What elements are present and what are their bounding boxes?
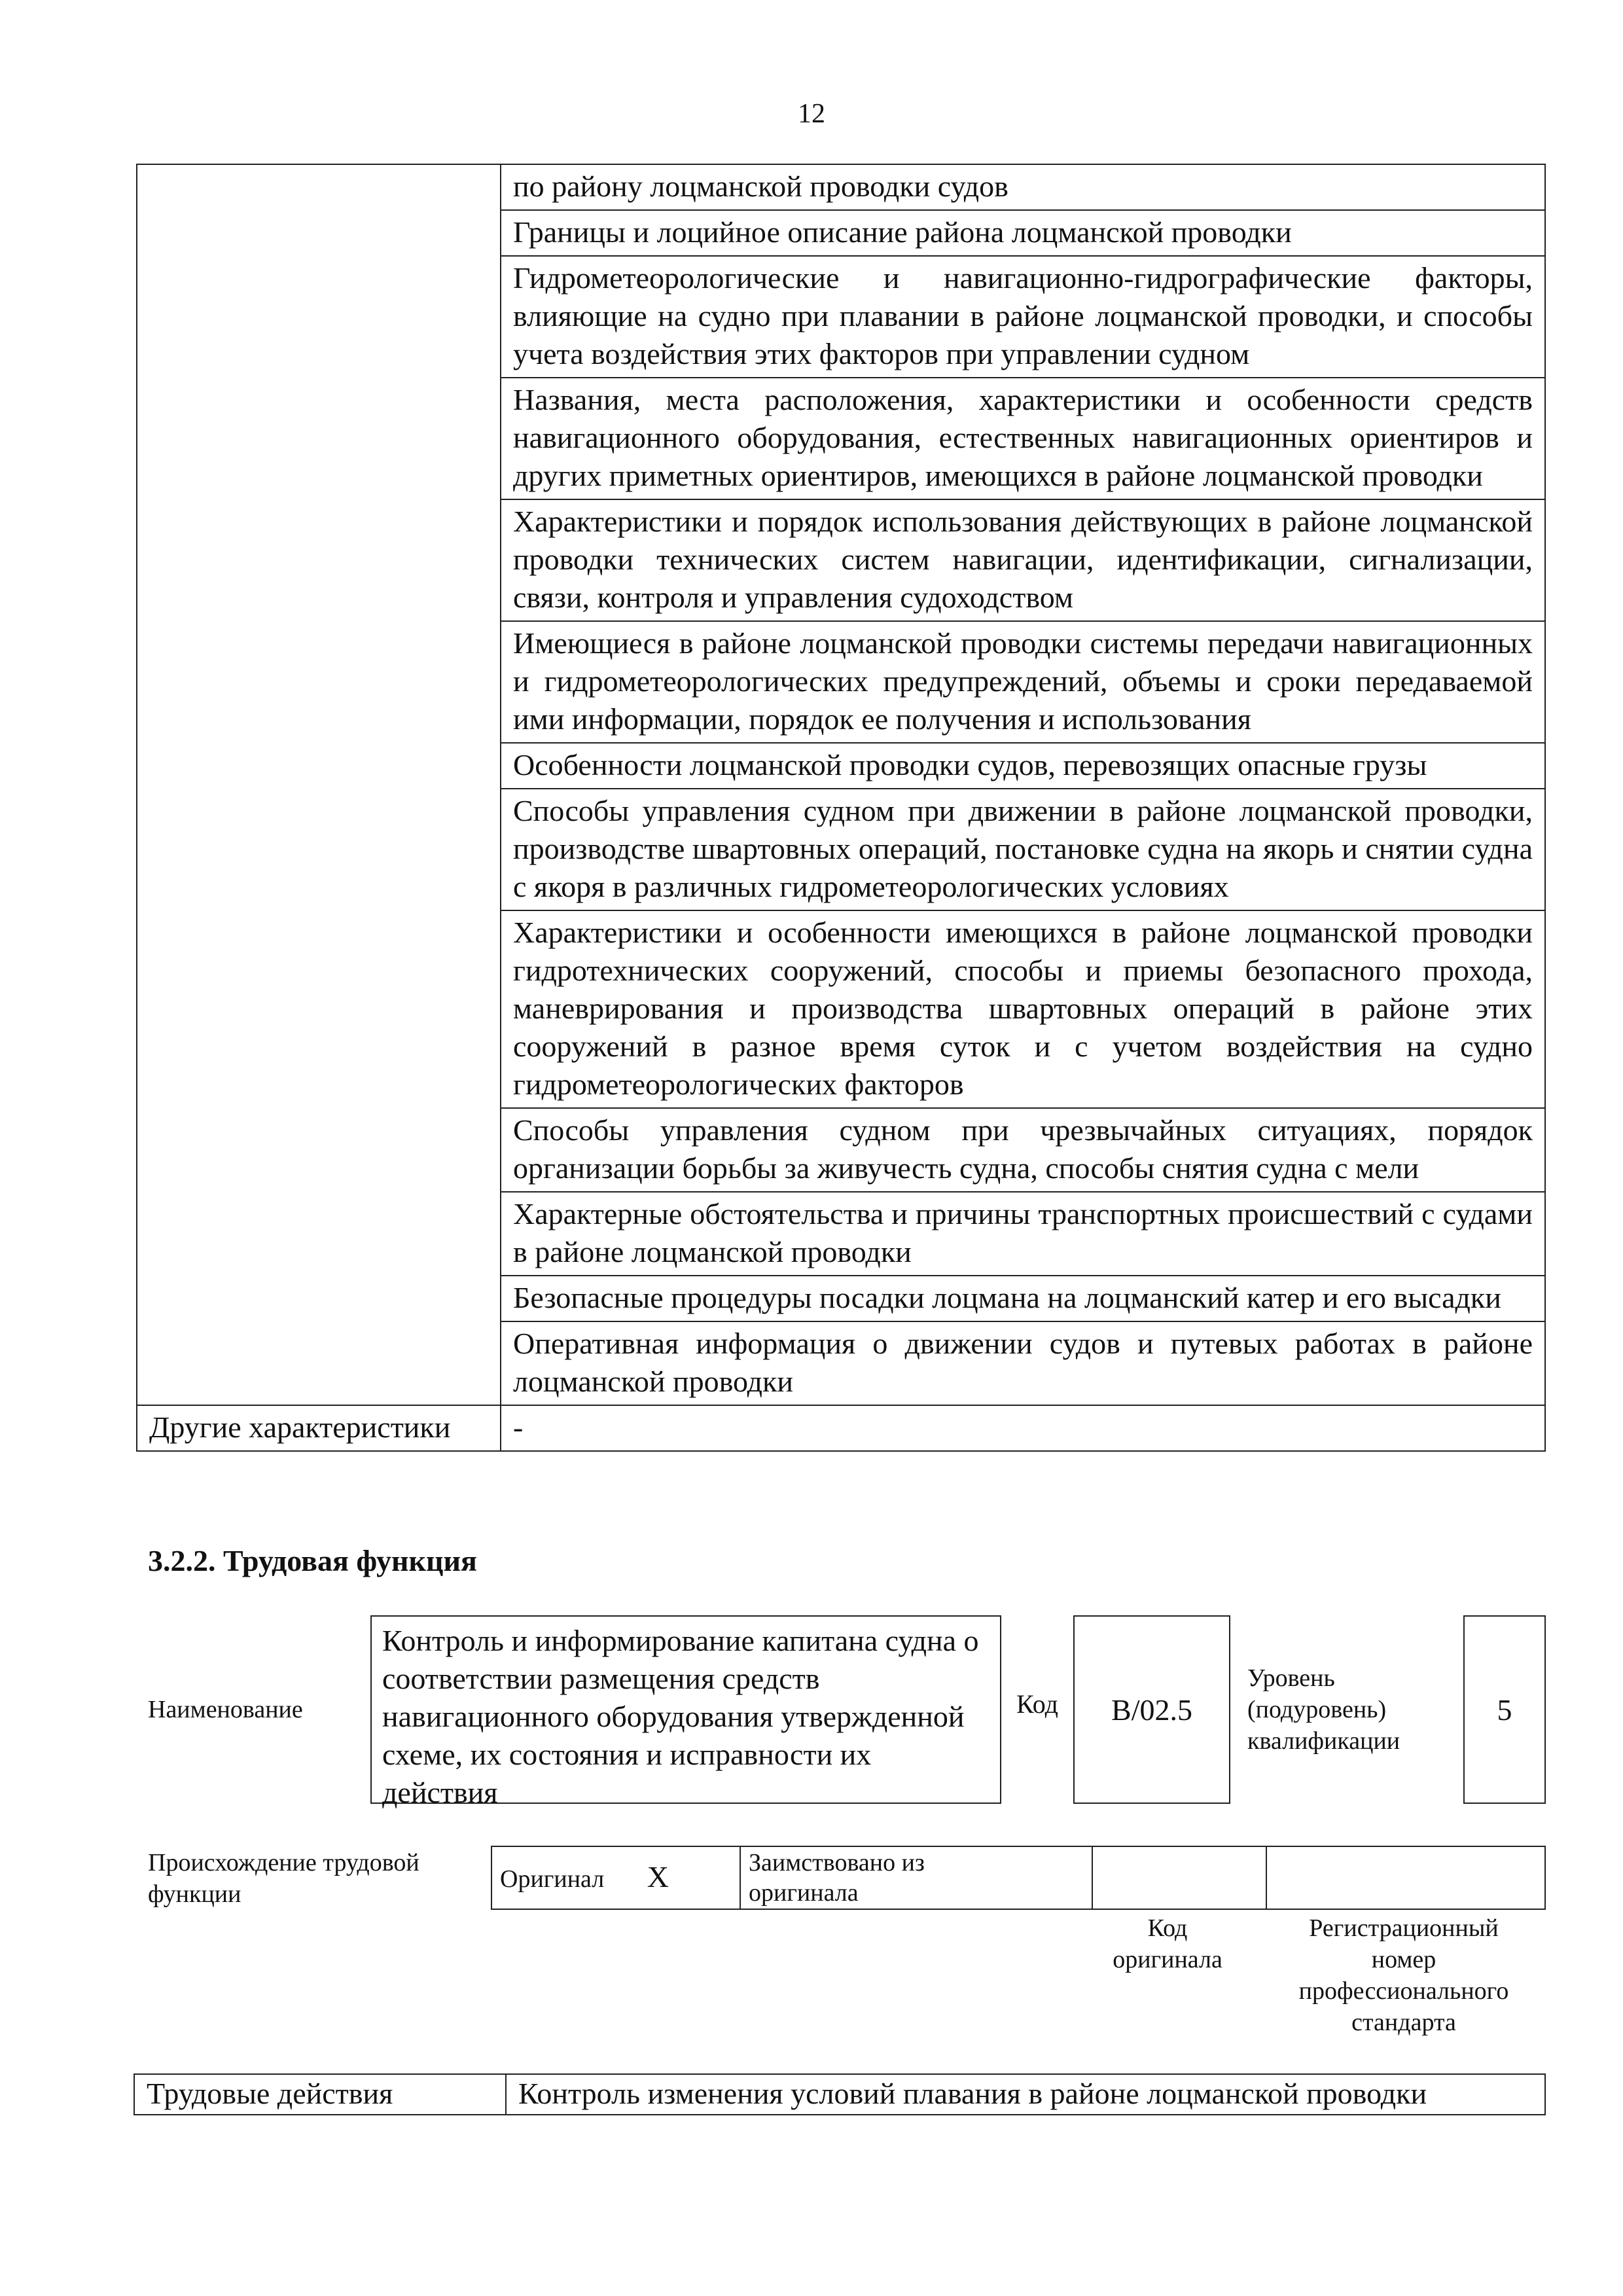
code-label: Код bbox=[1016, 1689, 1058, 1719]
borrowed-label-line: Заимствовано из bbox=[749, 1849, 925, 1876]
table-cell: Границы и лоцийное описание района лоцманской проводки bbox=[501, 210, 1545, 256]
actions-value: Контроль изменения условий плавания в районе лоцманской проводки bbox=[506, 2074, 1545, 2115]
caption-line: стандарта bbox=[1351, 2009, 1456, 2036]
level-label-line: квалификации bbox=[1247, 1727, 1400, 1755]
table-cell: Оперативная информация о движении судов и путевых работах в районе лоцманской проводки bbox=[501, 1321, 1545, 1405]
table-cell: Способы управления судном при чрезвычайных ситуациях, порядок организации борьбы за живучесть судна, способы снятия судна с мели bbox=[501, 1108, 1545, 1192]
caption-line: номер bbox=[1371, 1946, 1436, 1973]
actions-table bbox=[134, 2073, 1546, 2115]
origin-table bbox=[491, 1846, 1546, 1910]
table-cell: Безопасные процедуры посадки лоцмана на лоцманский катер и его высадки bbox=[501, 1276, 1545, 1321]
original-cell bbox=[491, 1846, 740, 1909]
table-row bbox=[137, 164, 1545, 210]
code-original-cell bbox=[1092, 1846, 1266, 1909]
table-row bbox=[137, 1405, 1545, 1451]
caption-line: профессионального bbox=[1298, 1977, 1509, 2005]
caption-line: Регистрационный bbox=[1309, 1914, 1499, 1942]
level-value-box: 5 bbox=[1463, 1615, 1546, 1804]
caption-line: оригинала bbox=[1113, 1946, 1222, 1973]
caption-line: Код bbox=[1147, 1914, 1188, 1942]
table-cell: Гидрометеорологические и навигационно-гидрографические факторы, влияющие на судно при плавании в районе лоцманской проводки, и способы учета воздействия этих факторов при управлении судном bbox=[501, 256, 1545, 378]
level-label-line: (подуровень) bbox=[1247, 1696, 1387, 1723]
origin-label bbox=[148, 1847, 419, 1910]
table-cell: по району лоцманской проводки судов bbox=[501, 164, 1545, 210]
code-original-caption bbox=[1089, 1912, 1246, 1975]
code-value-box: В/02.5 bbox=[1073, 1615, 1230, 1804]
table-cell: Особенности лоцманской проводки судов, перевозящих опасные грузы bbox=[501, 743, 1545, 789]
original-mark: X bbox=[647, 1859, 669, 1893]
origin-label-line: Происхождение трудовой bbox=[148, 1849, 419, 1876]
function-name-box: Контроль и информирование капитана судна о соответствии размещения средств навигационного оборудования утвержденной схеме, их состояния и исправности их действия bbox=[370, 1615, 1001, 1804]
table-cell: Характеристики и особенности имеющихся в районе лоцманской проводки гидротехнических сооружений, способы и приемы безопасного прохода, маневрирования и производства швартовных операций в районе этих сооружений в разное время суток и с учетом воздействия на судно гидрометеорологических факторов bbox=[501, 910, 1545, 1108]
table-cell: Характеристики и порядок использования действующих в районе лоцманской проводки технических систем навигации, идентификации, сигнализации, связи, контроля и управления судоходством bbox=[501, 499, 1545, 621]
other-characteristics-label: Другие характеристики bbox=[137, 1405, 501, 1451]
actions-label: Трудовые действия bbox=[134, 2074, 506, 2115]
original-label: Оригинал bbox=[500, 1865, 605, 1893]
knowledge-label-cell bbox=[137, 164, 501, 1405]
name-label: Наименование bbox=[148, 1696, 303, 1723]
page-number: 12 bbox=[798, 99, 825, 129]
table-row bbox=[491, 1846, 1545, 1909]
origin-label-line: функции bbox=[148, 1880, 241, 1908]
table-row bbox=[134, 2074, 1545, 2115]
table-cell: Имеющиеся в районе лоцманской проводки системы передачи навигационных и гидрометеорологических предупреждений, объемы и сроки передаваемой ими информации, порядок ее получения и использования bbox=[501, 621, 1545, 743]
table-cell: Названия, места расположения, характеристики и особенности средств навигационного оборудования, естественных навигационных ориентиров и других приметных ориентиров, имеющихся в районе лоцманской проводки bbox=[501, 378, 1545, 499]
reg-number-cell bbox=[1266, 1846, 1545, 1909]
reg-number-caption bbox=[1263, 1912, 1544, 2038]
level-label bbox=[1247, 1662, 1400, 1757]
table-cell: Характерные обстоятельства и причины транспортных происшествий с судами в районе лоцманской проводки bbox=[501, 1192, 1545, 1276]
borrowed-cell bbox=[740, 1846, 1092, 1909]
level-label-line: Уровень bbox=[1247, 1664, 1335, 1692]
knowledge-table bbox=[136, 164, 1546, 1452]
other-characteristics-value: - bbox=[501, 1405, 1545, 1451]
borrowed-label-line: оригинала bbox=[749, 1879, 859, 1907]
table-cell: Способы управления судном при движении в районе лоцманской проводки, производстве швартовных операций, постановке судна на якорь и снятии судна с якоря в различных гидрометеорологических условиях bbox=[501, 789, 1545, 910]
section-heading: 3.2.2. Трудовая функция bbox=[148, 1544, 477, 1577]
